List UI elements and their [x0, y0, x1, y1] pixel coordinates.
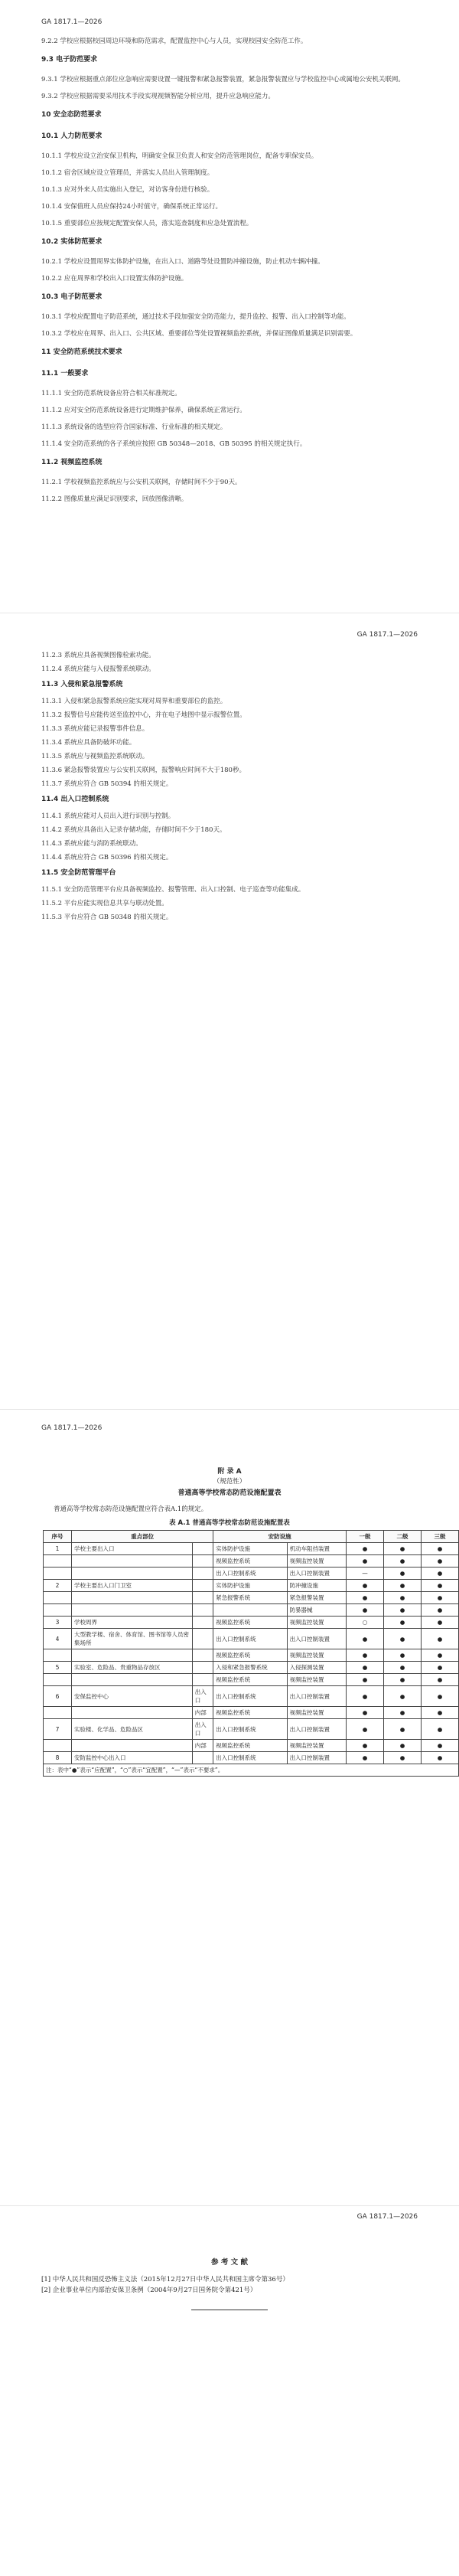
table-row — [44, 1568, 459, 1580]
table-cell: 出入口控制系统 — [213, 1629, 287, 1649]
clause-paragraph: 10.1.5 重要部位应按规定配置安保人员，落实巡查制度和应急处置流程。 — [41, 220, 253, 227]
table-row — [44, 1543, 459, 1555]
facility-table — [43, 1530, 459, 1777]
level-mark — [384, 1592, 422, 1604]
level-mark — [347, 1752, 384, 1764]
level-mark — [347, 1568, 384, 1580]
table-row — [44, 1662, 459, 1674]
table-cell: 实验室、危险品、贵重物品存放区 — [72, 1662, 193, 1674]
appendix-subtitle: （规范性） — [213, 1478, 246, 1486]
table-cell: 视频监控系统 — [213, 1707, 287, 1719]
table-cell: 1 — [44, 1543, 72, 1555]
level-mark — [422, 1580, 459, 1592]
table-cell — [192, 1568, 213, 1580]
clause-paragraph: 11.3.3 系统应能记录报警事件信息。 — [41, 725, 149, 733]
section-heading: 9.3 电子防范要求 — [41, 56, 98, 64]
table-cell — [213, 1604, 287, 1617]
table-cell: 内部 — [192, 1740, 213, 1752]
clause-paragraph: 10.1.4 安保值班人员应保持24小时值守，确保系统正常运行。 — [41, 203, 223, 211]
level-mark — [422, 1662, 459, 1674]
table-row — [44, 1649, 459, 1662]
clause-paragraph: 11.3.6 紧急报警装置应与公安机关联网，报警响应时间不大于180秒。 — [41, 767, 246, 774]
level-mark — [422, 1555, 459, 1568]
table-cell — [44, 1649, 72, 1662]
table-cell: 视频监控装置 — [287, 1617, 346, 1629]
table-cell: 防暴器械 — [287, 1604, 346, 1617]
clause-paragraph: 10.3.2 学校应在周界、出入口、公共区域、重要部位等处设置视频监控系统，并保证图像质量满足识别需要。 — [41, 330, 357, 338]
section-heading: 11.1 一般要求 — [41, 370, 89, 378]
clause-paragraph: 9.2.2 学校应根据校园周边环境和防范需求，配置监控中心与人员，实现校园安全防范工作。 — [41, 38, 308, 45]
table-cell — [72, 1674, 193, 1686]
table-cell — [72, 1740, 193, 1752]
level-mark — [347, 1592, 384, 1604]
clause-paragraph: 11.4.3 系统应能与消防系统联动。 — [41, 840, 142, 848]
table-cell — [192, 1617, 213, 1629]
clause-paragraph: 11.5.1 安全防范管理平台应具备视频监控、报警管理、出入口控制、电子巡查等功能集成。 — [41, 886, 305, 894]
table-cell: 实体防护设施 — [213, 1543, 287, 1555]
table-row — [44, 1707, 459, 1719]
table-cell: 出入口控制装置 — [287, 1752, 346, 1764]
table-cell — [72, 1649, 193, 1662]
level-mark — [384, 1604, 422, 1617]
table-note-row — [44, 1764, 459, 1777]
level-mark — [384, 1617, 422, 1629]
level-mark — [384, 1568, 422, 1580]
level-mark — [384, 1752, 422, 1764]
level-mark — [347, 1662, 384, 1674]
level-mark — [384, 1629, 422, 1649]
level-mark — [422, 1752, 459, 1764]
table-cell — [192, 1629, 213, 1649]
reference-item: [1] 中华人民共和国反恐怖主义法（2015年12月27日中华人民共和国主席令第36号） — [41, 2276, 289, 2283]
table-cell: 机动车阻挡装置 — [287, 1543, 346, 1555]
level-mark — [384, 1649, 422, 1662]
table-row — [44, 1604, 459, 1617]
section-heading: 11.3 入侵和紧急报警系统 — [41, 681, 123, 688]
level-mark — [347, 1674, 384, 1686]
page-4 — [0, 2213, 459, 2565]
table-cell: 实验楼、化学品、危险品区 — [72, 1719, 193, 1740]
table-cell: 视频监控系统 — [213, 1674, 287, 1686]
level-mark — [384, 1555, 422, 1568]
table-cell: 紧急报警装置 — [287, 1592, 346, 1604]
level-mark — [422, 1604, 459, 1617]
clause-paragraph: 11.2.1 学校视频监控系统应与公安机关联网，存储时间不少于90天。 — [41, 479, 242, 486]
clause-paragraph: 11.2.2 图像质量应满足识别要求，回放图像清晰。 — [41, 495, 188, 503]
table-cell — [72, 1568, 193, 1580]
table-wrapper — [43, 1530, 459, 1777]
page-header: GA 1817.1—2026 — [356, 631, 418, 639]
level-mark — [347, 1617, 384, 1629]
clause-paragraph: 11.3.7 系统应符合 GB 50394 的相关规定。 — [41, 780, 173, 788]
table-row — [44, 1740, 459, 1752]
table-cell: 8 — [44, 1752, 72, 1764]
clause-paragraph: 11.1.4 安全防范系统的各子系统应按照 GB 50348—2018、GB 50395 的相关规定执行。 — [41, 440, 307, 448]
table-cell: 5 — [44, 1662, 72, 1674]
table-cell: 防冲撞设施 — [287, 1580, 346, 1592]
table-cell — [192, 1674, 213, 1686]
col-header-level2: 二级 — [384, 1531, 422, 1543]
table-cell: 出入口控制装置 — [287, 1568, 346, 1580]
clause-paragraph: 11.1.1 安全防范系统设备应符合相关标准规定。 — [41, 390, 181, 397]
table-cell: 安保监控中心 — [72, 1686, 193, 1707]
section-heading: 11.2 视频监控系统 — [41, 459, 103, 466]
section-heading: 10 安全态防范要求 — [41, 111, 102, 119]
level-mark — [347, 1543, 384, 1555]
clause-paragraph: 11.4.2 系统应具备出入记录存储功能，存储时间不少于180天。 — [41, 826, 226, 834]
level-mark — [347, 1580, 384, 1592]
level-mark — [384, 1686, 422, 1707]
table-cell — [72, 1604, 193, 1617]
table-cell — [192, 1604, 213, 1617]
level-mark — [384, 1543, 422, 1555]
clause-paragraph: 10.3.1 学校应配置电子防范系统，通过技术手段加强安全防范能力，提升监控、报警、出入口控制等功能。 — [41, 313, 350, 321]
table-cell — [44, 1674, 72, 1686]
level-mark — [347, 1629, 384, 1649]
level-mark — [422, 1568, 459, 1580]
table-row — [44, 1555, 459, 1568]
table-cell: 3 — [44, 1617, 72, 1629]
appendix-intro: 普通高等学校常态防范设施配置应符合表A.1的规定。 — [54, 1505, 208, 1513]
table-cell — [192, 1592, 213, 1604]
table-cell: 6 — [44, 1686, 72, 1707]
section-heading: 10.1 人力防范要求 — [41, 132, 103, 140]
table-cell: 视频监控系统 — [213, 1740, 287, 1752]
table-cell — [44, 1568, 72, 1580]
section-heading: 10.3 电子防范要求 — [41, 293, 103, 301]
table-cell — [72, 1555, 193, 1568]
table-cell: 4 — [44, 1629, 72, 1649]
table-cell — [192, 1662, 213, 1674]
page-3 — [0, 1424, 459, 1853]
table-cell: 出入口控制系统 — [213, 1719, 287, 1740]
level-mark — [422, 1674, 459, 1686]
table-cell: 视频监控装置 — [287, 1674, 346, 1686]
clause-paragraph: 11.5.2 平台应能实现信息共享与联动处置。 — [41, 900, 168, 907]
table-cell: 出入口控制系统 — [213, 1752, 287, 1764]
level-mark — [422, 1617, 459, 1629]
table-cell — [72, 1592, 193, 1604]
table-cell: 入侵和紧急报警系统 — [213, 1662, 287, 1674]
table-cell — [44, 1604, 72, 1617]
table-row — [44, 1686, 459, 1707]
table-cell: 内部 — [192, 1707, 213, 1719]
table-cell: 视频监控系统 — [213, 1617, 287, 1629]
level-mark — [384, 1580, 422, 1592]
clause-paragraph: 9.3.2 学校应根据需要采用技术手段实现视频智能分析应用，提升应急响应能力。 — [41, 93, 275, 100]
table-row — [44, 1580, 459, 1592]
table-cell: 实体防护设施 — [213, 1580, 287, 1592]
table-cell: 入侵探测装置 — [287, 1662, 346, 1674]
table-cell: 安防监控中心出入口 — [72, 1752, 193, 1764]
section-heading: 10.2 实体防范要求 — [41, 238, 103, 246]
clause-paragraph: 11.1.2 应对安全防范系统设备进行定期维护保养，确保系统正常运行。 — [41, 407, 246, 414]
table-cell: 学校周界 — [72, 1617, 193, 1629]
clause-paragraph: 10.1.2 宿舍区域应设立管理员，并落实人员出入管理制度。 — [41, 169, 214, 177]
table-cell: 视频监控装置 — [287, 1649, 346, 1662]
page-header: GA 1817.1—2026 — [41, 1424, 103, 1432]
level-mark — [422, 1543, 459, 1555]
table-cell: 2 — [44, 1580, 72, 1592]
table-cell: 视频监控系统 — [213, 1555, 287, 1568]
page-separator — [0, 2205, 459, 2206]
table-cell — [72, 1707, 193, 1719]
clause-paragraph: 9.3.1 学校应根据重点部位应急响应需要设置一键报警和紧急报警装置，紧急报警装置应与学校监控中心或属地公安机关联网。 — [41, 76, 405, 83]
clause-paragraph: 11.5.3 平台应符合 GB 50348 的相关规定。 — [41, 914, 173, 921]
table-cell — [44, 1592, 72, 1604]
clause-paragraph: 10.1.3 应对外来人员实施出入登记，对访客身份进行核验。 — [41, 186, 214, 194]
level-mark — [347, 1740, 384, 1752]
level-mark — [347, 1707, 384, 1719]
level-mark — [384, 1674, 422, 1686]
page-2 — [0, 620, 459, 1049]
table-cell: 出入口控制装置 — [287, 1719, 346, 1740]
table-title: 表 A.1 普通高等学校常态防范设施配置表 — [169, 1519, 290, 1527]
table-cell: 出入口控制装置 — [287, 1629, 346, 1649]
clause-paragraph: 11.4.1 系统应能对人员出入进行识别与控制。 — [41, 812, 175, 820]
table-cell: 出入口 — [192, 1719, 213, 1740]
clause-paragraph: 11.2.3 系统应具备视频图像检索功能。 — [41, 652, 155, 659]
table-row — [44, 1592, 459, 1604]
table-cell — [192, 1752, 213, 1764]
level-mark — [422, 1686, 459, 1707]
section-heading: 11 安全防范系统技术要求 — [41, 348, 122, 356]
level-mark — [384, 1707, 422, 1719]
level-mark — [384, 1740, 422, 1752]
table-cell — [192, 1649, 213, 1662]
table-cell: 大型教学楼、宿舍、体育馆、图书馆等人员密集场所 — [72, 1629, 193, 1649]
table-cell — [44, 1740, 72, 1752]
level-mark — [384, 1719, 422, 1740]
table-cell: 出入口 — [192, 1686, 213, 1707]
table-cell — [44, 1555, 72, 1568]
level-mark — [347, 1649, 384, 1662]
table-row — [44, 1674, 459, 1686]
table-cell: 学校主要出入口门卫室 — [72, 1580, 193, 1592]
table-row — [44, 1629, 459, 1649]
level-mark — [347, 1555, 384, 1568]
level-mark — [347, 1686, 384, 1707]
clause-paragraph: 11.4.4 系统应符合 GB 50396 的相关规定。 — [41, 854, 173, 861]
col-header-level3: 三级 — [422, 1531, 459, 1543]
clause-paragraph: 11.2.4 系统应能与入侵报警系统联动。 — [41, 665, 155, 673]
level-mark — [422, 1719, 459, 1740]
clause-paragraph: 11.3.1 入侵和紧急报警系统应能实现对周界和重要部位的监控。 — [41, 698, 227, 705]
table-note: 注：表中“●”表示“应配置”，“○”表示“宜配置”，“—”表示“不要求”。 — [44, 1764, 459, 1777]
table-cell: 视频监控装置 — [287, 1555, 346, 1568]
level-mark — [422, 1649, 459, 1662]
clause-paragraph: 11.3.2 报警信号应能传送至监控中心，并在电子地图中显示报警位置。 — [41, 711, 246, 719]
section-heading: 11.5 安全防范管理平台 — [41, 869, 116, 877]
table-cell: 紧急报警系统 — [213, 1592, 287, 1604]
clause-paragraph: 10.2.1 学校应设置周界实体防护设施，在出入口、道路等处设置防冲撞设施，防止机动车辆冲撞。 — [41, 258, 324, 266]
table-cell — [192, 1543, 213, 1555]
table-row — [44, 1752, 459, 1764]
table-row — [44, 1617, 459, 1629]
clause-paragraph: 10.1.1 学校应设立治安保卫机构，明确安全保卫负责人和安全防范管理岗位，配备专职保安员。 — [41, 152, 318, 160]
clause-paragraph: 10.2.2 应在周界和学校出入口设置实体防护设施。 — [41, 275, 188, 283]
col-header-no: 序号 — [44, 1531, 72, 1543]
col-header-location: 重点部位 — [72, 1531, 213, 1543]
level-mark — [422, 1629, 459, 1649]
clause-paragraph: 11.3.4 系统应具备防破坏功能。 — [41, 739, 136, 747]
clause-paragraph: 11.3.5 系统应与视频监控系统联动。 — [41, 753, 149, 760]
table-cell — [192, 1555, 213, 1568]
reference-item: [2] 企业事业单位内部治安保卫条例（2004年9月27日国务院令第421号） — [41, 2287, 257, 2294]
level-mark — [347, 1719, 384, 1740]
table-cell: 出入口控制装置 — [287, 1686, 346, 1707]
page-separator — [0, 1409, 459, 1410]
table-cell: 出入口控制系统 — [213, 1568, 287, 1580]
appendix-name: 普通高等学校常态防范设施配置表 — [177, 1489, 282, 1497]
table-cell: 出入口控制系统 — [213, 1686, 287, 1707]
col-header-level1: 一级 — [347, 1531, 384, 1543]
clause-paragraph: 11.1.3 系统设备的选型应符合国家标准、行业标准的相关规定。 — [41, 423, 227, 431]
page-1 — [0, 0, 459, 590]
table-cell — [44, 1707, 72, 1719]
appendix-title: 附 录 A — [217, 1468, 242, 1476]
level-mark — [347, 1604, 384, 1617]
page-header: GA 1817.1—2026 — [356, 2213, 418, 2221]
table-cell: 视频监控装置 — [287, 1707, 346, 1719]
level-mark — [422, 1740, 459, 1752]
table-cell: 视频监控系统 — [213, 1649, 287, 1662]
references-title: 参 考 文 献 — [211, 2258, 248, 2267]
col-header-facility: 安防设施 — [213, 1531, 347, 1543]
table-row — [44, 1719, 459, 1740]
level-mark — [422, 1707, 459, 1719]
section-heading: 11.4 出入口控制系统 — [41, 796, 109, 803]
table-cell: 学校主要出入口 — [72, 1543, 193, 1555]
table-cell: 视频监控装置 — [287, 1740, 346, 1752]
level-mark — [384, 1662, 422, 1674]
level-mark — [422, 1592, 459, 1604]
table-cell: 7 — [44, 1719, 72, 1740]
page-header: GA 1817.1—2026 — [41, 18, 103, 26]
table-cell — [192, 1580, 213, 1592]
